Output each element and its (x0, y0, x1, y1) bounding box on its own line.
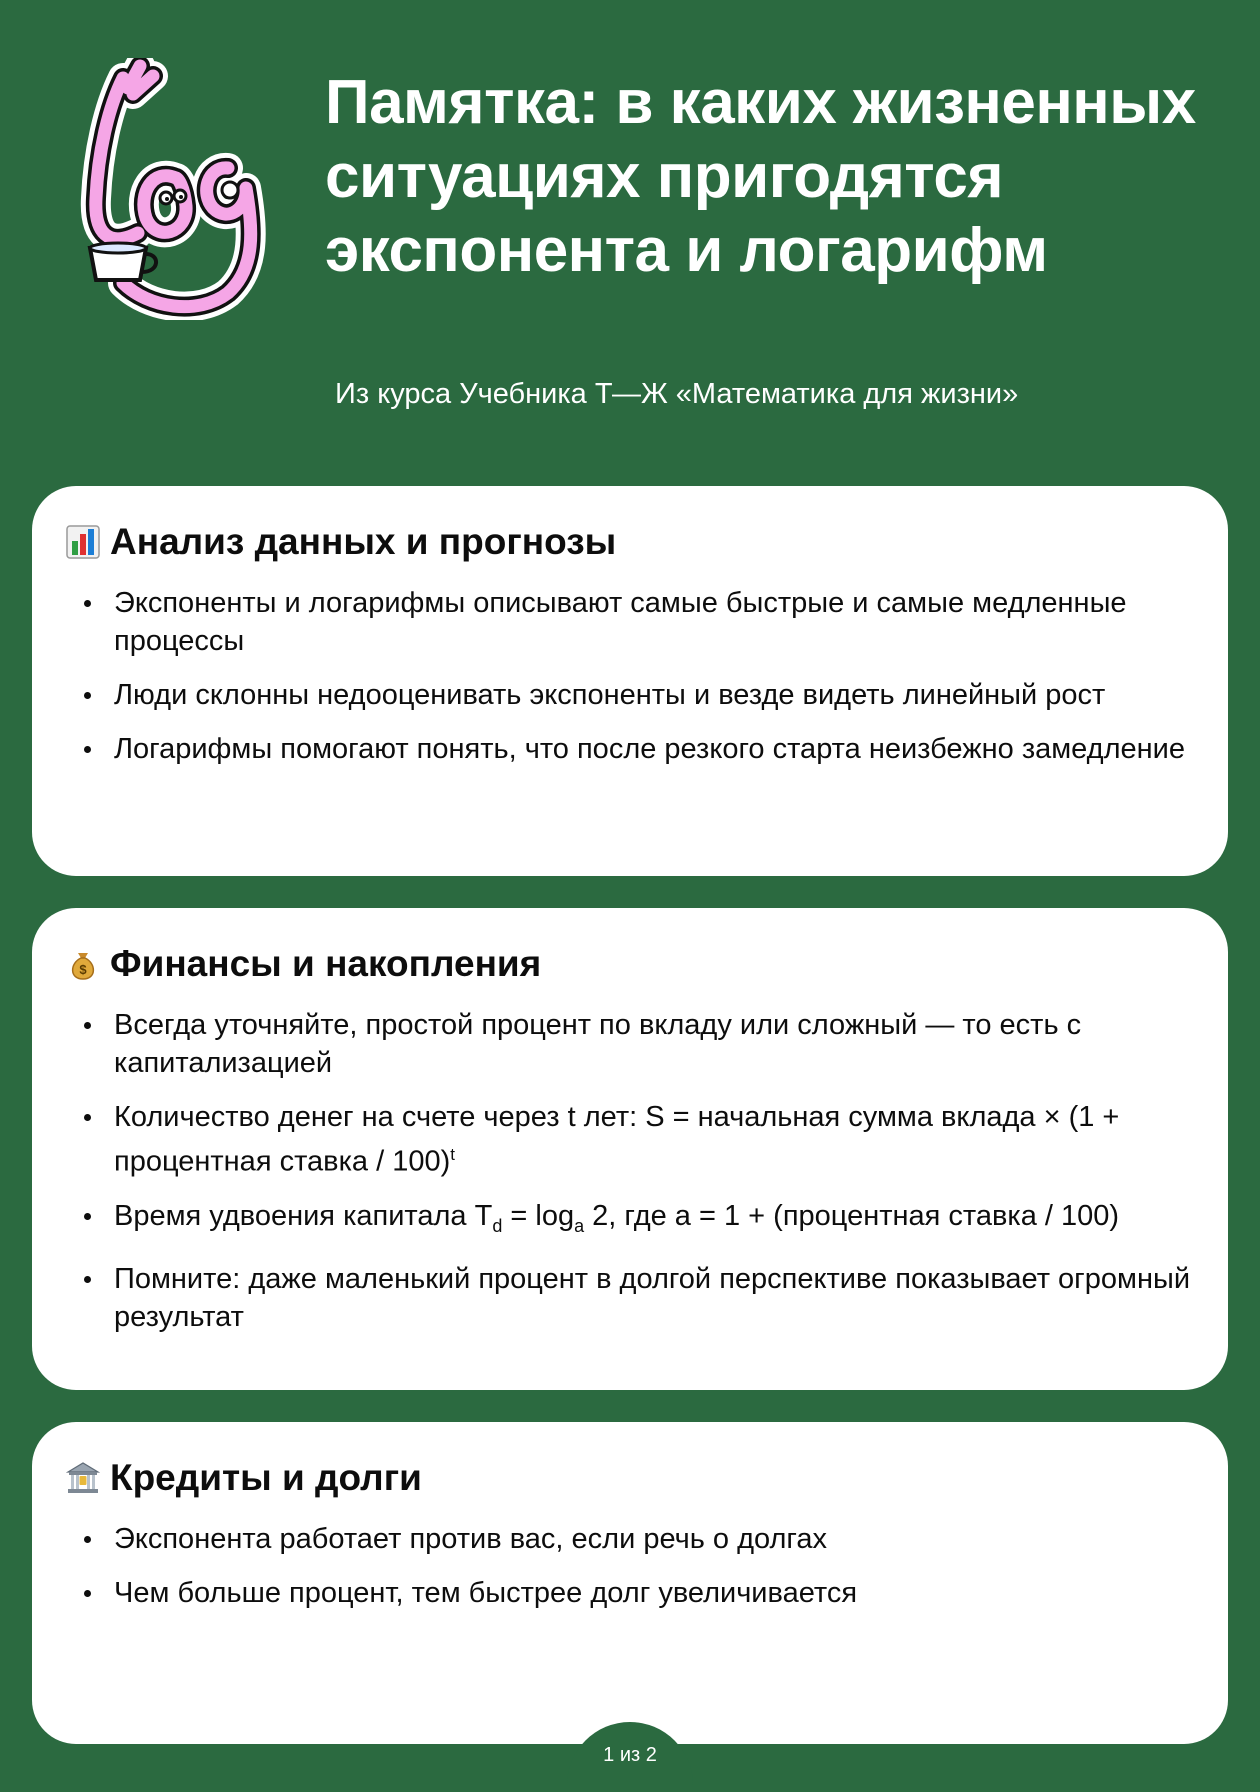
formula-superscript: t (450, 1145, 455, 1164)
svg-text:$: $ (79, 962, 87, 977)
section-card-finance (32, 908, 1228, 1390)
list-item (84, 1197, 1204, 1245)
bar-chart-emoji-icon (66, 525, 100, 559)
money-bag-emoji-icon (66, 947, 100, 981)
section-card-credits (32, 1422, 1228, 1744)
list-item: Чем больше процент, тем быстрее долг увеличивается (84, 1574, 1204, 1612)
section-title: Финансы и накопления (110, 943, 542, 984)
formula-text: Время удвоения капитала T (114, 1199, 493, 1232)
bullet-list (84, 1006, 1204, 1352)
page-title: Памятка: в каких жизненных ситуациях пригодятся экспонента и логарифм (325, 68, 1196, 285)
list-item (84, 1098, 1204, 1181)
page-subtitle: Из курса Учебника Т—Ж «Математика для жизни» (335, 378, 1019, 410)
log-logo-icon (78, 58, 278, 320)
list-item: Люди склонны недооценивать экспоненты и везде видеть линейный рост (84, 676, 1204, 714)
bank-emoji-icon (66, 1461, 100, 1495)
section-card-data-analysis (32, 486, 1228, 876)
formula-text: Количество денег на счете через t лет: S = начальная сумма вклада × (1 + процентная ставка / 100) (114, 1101, 1120, 1178)
section-header (66, 1456, 422, 1500)
list-item: Всегда уточняйте, простой процент по вкладу или сложный — то есть с капитализацией (84, 1006, 1204, 1082)
section-header (66, 520, 616, 564)
list-item: Экспоненты и логарифмы описывают самые быстрые и самые медленные процессы (84, 584, 1204, 660)
page-indicator-label: 1 из 2 (603, 1744, 657, 1766)
formula-text: 2, где a = 1 + (процентная ставка / 100) (584, 1199, 1120, 1232)
bullet-list (84, 584, 1204, 784)
list-item: Экспонента работает против вас, если речь о долгах (84, 1520, 1204, 1558)
list-item: Помните: даже маленький процент в долгой перспективе показывает огромный результат (84, 1260, 1204, 1336)
list-item: Логарифмы помогают понять, что после резкого старта неизбежно замедление (84, 730, 1204, 768)
section-header (66, 942, 541, 986)
formula-text: = log (502, 1199, 575, 1232)
section-title: Анализ данных и прогнозы (110, 521, 617, 562)
formula-subscript: a (574, 1215, 585, 1236)
formula-subscript: d (492, 1215, 503, 1236)
section-title: Кредиты и долги (110, 1457, 422, 1498)
bullet-list (84, 1520, 1204, 1628)
